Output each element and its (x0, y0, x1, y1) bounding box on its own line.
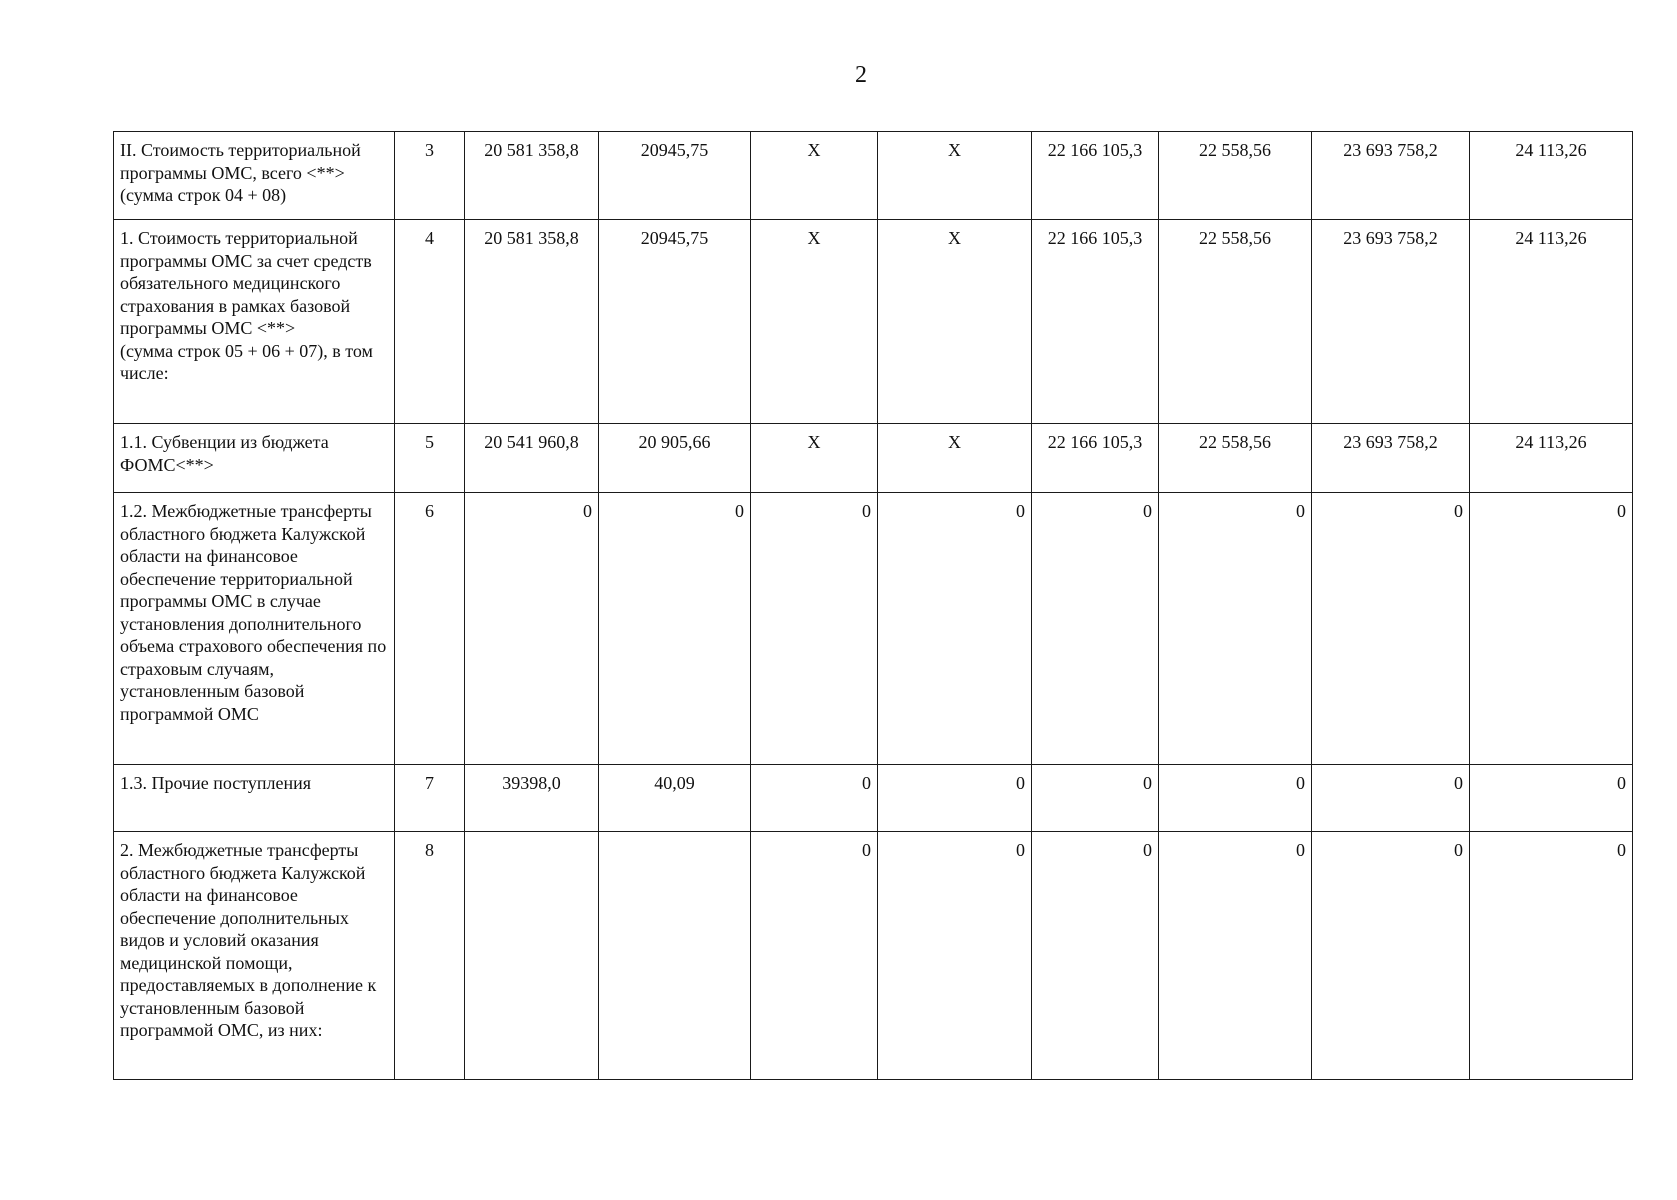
row-label-cell (114, 832, 395, 1080)
row-label-cell (114, 132, 395, 220)
table-cell: 22 166 105,3 (1032, 220, 1159, 424)
table-cell: X (751, 424, 878, 493)
table-cell: 0 (751, 832, 878, 1080)
table-cell: 20 541 960,8 (465, 424, 599, 493)
table-cell: 20945,75 (599, 220, 751, 424)
table-cell: 20945,75 (599, 132, 751, 220)
table-cell: 24 113,26 (1470, 220, 1633, 424)
row-code: 8 (395, 832, 465, 1080)
row-label: 1. Стоимость территориальной программы ОМС за счет средств обязательного медицинского страхования в рамках базовой программы ОМС <**> (сумма строк 05 + 06 + 07), в том числе: (120, 228, 373, 383)
table-cell (599, 832, 751, 1080)
table-cell: 0 (1312, 832, 1470, 1080)
table-cell: 0 (1159, 493, 1312, 765)
row-label-cell (114, 220, 395, 424)
table-cell: X (751, 132, 878, 220)
table-cell: 0 (1312, 765, 1470, 832)
table-cell: 24 113,26 (1470, 132, 1633, 220)
table-cell: 0 (599, 493, 751, 765)
table-cell: 39398,0 (465, 765, 599, 832)
table-row (114, 832, 1633, 1080)
table-cell: X (751, 220, 878, 424)
table-row (114, 765, 1633, 832)
page-number: 2 (855, 62, 867, 88)
budget-table (113, 131, 1633, 1080)
table-cell: 22 166 105,3 (1032, 424, 1159, 493)
row-label-cell (114, 493, 395, 765)
table-cell: 22 166 105,3 (1032, 132, 1159, 220)
table-cell: 22 558,56 (1159, 132, 1312, 220)
table-cell: 0 (1312, 493, 1470, 765)
table-cell: 22 558,56 (1159, 220, 1312, 424)
table-cell: 23 693 758,2 (1312, 132, 1470, 220)
table-cell: 0 (1032, 765, 1159, 832)
table-cell: 24 113,26 (1470, 424, 1633, 493)
table-cell: 20 905,66 (599, 424, 751, 493)
row-code: 3 (395, 132, 465, 220)
row-label: 2. Межбюджетные трансферты областного бюджета Калужской области на финансовое обеспечение дополнительных видов и условий оказания медицинской помощи, предоставляемых в дополнение к установленным базовой программой ОМС, из них: (120, 840, 377, 1040)
row-code: 5 (395, 424, 465, 493)
table-cell: 40,09 (599, 765, 751, 832)
row-code: 4 (395, 220, 465, 424)
table-cell: 0 (1470, 765, 1633, 832)
table-row (114, 132, 1633, 220)
row-label: 1.2. Межбюджетные трансферты областного бюджета Калужской области на финансовое обеспечение территориальной программы ОМС в случае установления дополнительного объема страхового обеспечения по страховым случаям, установленным базовой программой ОМС (120, 501, 387, 724)
table-cell: 20 581 358,8 (465, 220, 599, 424)
table-cell: 0 (1470, 493, 1633, 765)
table-cell: 0 (751, 765, 878, 832)
table-cell: 22 558,56 (1159, 424, 1312, 493)
table-cell: 20 581 358,8 (465, 132, 599, 220)
table-cell: 0 (878, 765, 1032, 832)
row-code: 6 (395, 493, 465, 765)
table-cell: X (878, 132, 1032, 220)
table-cell: 0 (1159, 832, 1312, 1080)
row-label: 1.1. Субвенции из бюджета ФОМС<**> (120, 432, 329, 475)
table-row (114, 424, 1633, 493)
row-code: 7 (395, 765, 465, 832)
table-cell: 0 (1032, 493, 1159, 765)
row-label: 1.3. Прочие поступления (120, 773, 312, 793)
row-label-cell (114, 765, 395, 832)
table-cell: 0 (878, 493, 1032, 765)
table-cell: 0 (1470, 832, 1633, 1080)
table-cell: 0 (1032, 832, 1159, 1080)
table-cell (465, 832, 599, 1080)
table-cell: 0 (751, 493, 878, 765)
table-cell: X (878, 220, 1032, 424)
table-cell: 23 693 758,2 (1312, 220, 1470, 424)
table-cell: 23 693 758,2 (1312, 424, 1470, 493)
table-row (114, 493, 1633, 765)
table-cell: X (878, 424, 1032, 493)
row-label-cell (114, 424, 395, 493)
table-row (114, 220, 1633, 424)
row-label: II. Стоимость территориальной программы ОМС, всего <**> (сумма строк 04 + 08) (120, 140, 361, 205)
table-cell: 0 (878, 832, 1032, 1080)
table-cell: 0 (1159, 765, 1312, 832)
table-cell: 0 (465, 493, 599, 765)
